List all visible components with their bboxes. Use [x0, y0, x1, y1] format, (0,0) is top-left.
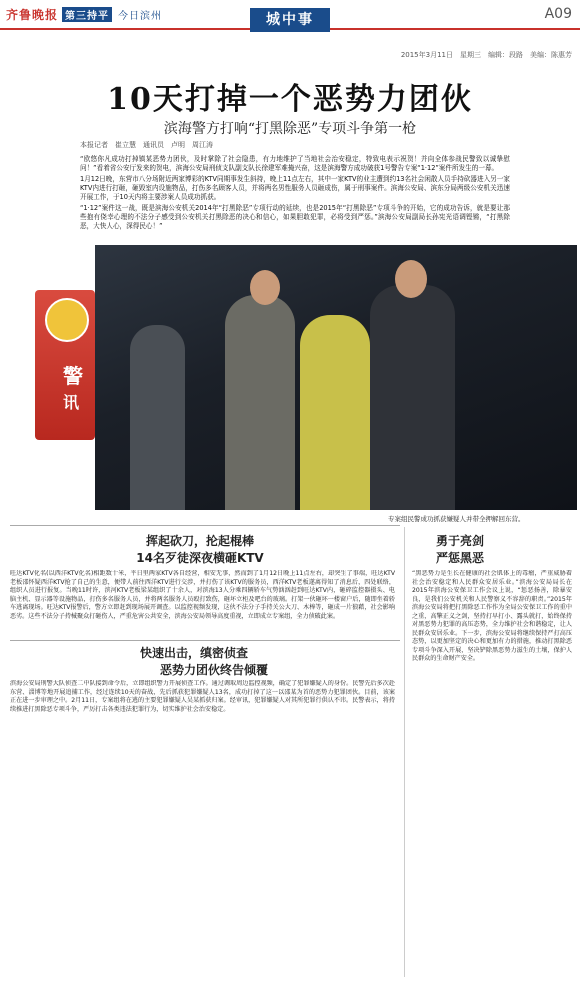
section-2-text: 滨海公安局刑警大队侦查二中队接到命令后，立即组织警力开展侦查工作。通过调取周边监控视频，确定了犯罪嫌疑人的身份。民警先后多次赴东营、淄博等地开展追捕工作，经过连续10天的奋战，先后抓获犯罪嫌疑人13名，成功打掉了这一以邵某为首的恶势力犯罪团伙。目前，该案正在进一步审理之中。2月11日，专案组将在逃的主要犯罪嫌疑人吴某抓获归案。经审讯，犯罪嫌疑人对其所犯罪行供认不讳。民警表示，将持续推进打黑除恶专项斗争，严厉打击各类违法犯罪行为，切实维护社会治安稳定。 [10, 680, 395, 713]
police-alert-graphic [35, 290, 95, 440]
police-badge-icon [45, 298, 89, 342]
section-2-title: 快速出击，缜密侦查 [140, 646, 249, 660]
sidebar-subtitle: 严惩黑恶 [436, 551, 485, 565]
byline: 本报记者 崔立慧 通讯员 卢明 周江涛 [80, 141, 213, 149]
news-photo [95, 245, 577, 510]
lead-paragraph: “欧悠你凡成功打掉镇某恶势力团伙，及时掌除了社会隐患，有力地维护了当地社会治安稳定，特致电表示祝贺！并向全体参战民警致以诚挚慰问！”看着省公安厅发来的贺电，滨海公安局刑侦支队副支队长徐建军难掩兴奋，这是滨海警方成功破获1号警告专案“1·12”案件所发生的一幕。 [80, 155, 510, 172]
headline: 10天打掉一个恶势力团伙 [107, 82, 473, 117]
masthead [0, 0, 580, 30]
page-number: A09 [544, 6, 572, 22]
subheadline: 滨海警方打响“打黑除恶”专项斗争第一枪 [163, 121, 417, 137]
section-1-text: 旺达KTV化名(以西洋KTV化名)相距数十米，平日里两家KTV各自经营，相安无事，然而到了1月12日晚上11点左右，却突生了事端，旺达KTV老板邵怀疑西洋KTV抢了自己的生意，便带人前往西洋KTV进行交涉，并打伤了该KTV的服务员，西洋KTV老板遂离得知了消息后，四处联络，组织人员进行报复。当晚11时许，滨河KTV老板梁某组织了十余人，对滨海13人分乘四辆轿车气势汹汹赶到旺达KTV内，砸碎监控器摄头、电脑主机、显示器等设施物品，打伤多名服务人员，并将两名服务人员殴打致伤，砸坏立柜及吧台的玻璃。打架一伙砸坏一楼窗户后，随即坐着轿车逃离现场。旺达KTV报警后，警方立即赶到现场展开调查。以监控视频发现，这伙不法分子手持关公大刀、木棒等，砸成一片狼藉，社会影响恶劣。这些不法分子持械聚众打砸伤人，严重危害公共安全，滨海公安局领导高度重视，立即成立专案组，全力侦破此案。 [10, 570, 395, 620]
section-label: 城中事 [250, 8, 330, 32]
issue-meta: 2015年3月11日 星期三 编辑：段路 美编：陈惠芳 [400, 51, 572, 59]
brand-sub: 今日滨州 [118, 11, 163, 22]
sidebar-title: 勇于亮剑 [436, 534, 485, 548]
lead-paragraph: 1月12日晚，东营市八分场附近两家博彩的KTV同期事发生斜持，晚上11点左右，其中一家KTV的业主遭到约13名社会闲散人员手持砍器进入另一家KTV内进行打砸，砸毁室内设施物品，打伤多名顾客人员，并将两名男性服务人员砸成伤，属于刑事案件。滨海公安局、滨东分局两级公安机关迅速开展工作，于10天内将主要涉案人员成功抓获。 [80, 175, 510, 201]
sidebar-text: “黑恶势力是生长在健康的社会肌体上的毒瘤，严重威胁着社会治安稳定和人民群众安居乐业。”滨海公安局局长在2015年滨海公安保卫工作会议上说，“惩恶扬善，除暴安良，是我们公安机关和人民警察义不容辞的职责。”2015年滨海公安局将把打黑除恶工作作为全局公安保卫工作的重中之重，高擎正义之剑，坚持打早打小、露头就打，始终保持对黑恶势力犯罪的高压态势，全力维护社会和谐稳定，让人民群众安居乐业。下一步，滨海公安局将继续保持严打高压态势，以更加坚定的决心和更加有力的措施，推动打黑除恶专项斗争深入开展，坚决铲除黑恶势力滋生的土壤，保护人民群众的生命财产安全。 [412, 570, 572, 662]
divider [10, 525, 400, 526]
lead-text [80, 155, 510, 233]
news-icon: 讯 [63, 393, 80, 412]
section-2-subtitle: 恶势力团伙终告倾覆 [160, 663, 269, 677]
lead-paragraph: “1·12”案件这一战，既是滨海公安机关2014年“打黑除恶”专项行动的延续，也是2015年“打黑除恶”专项斗争的开始，它的成功告诉，就是要让那些抱有侥幸心理的不法分子感受到公安机关打黑除恶的决心和信心，如果胆敢犯罪，必将受到严惩。”滨海公安局副局长孙宪光语调铿锵，“打黑除恶，大快人心，深得民心！” [80, 204, 510, 230]
alert-icon: 警 [63, 364, 83, 388]
divider [10, 640, 400, 641]
section-1-subtitle: 14名歹徒深夜横砸KTV [136, 551, 264, 565]
brand-stamp: 第三持平 [62, 7, 112, 22]
brand-logo [6, 6, 162, 23]
brand-name: 齐鲁晚报 [6, 8, 59, 22]
photo-caption: 专案组民警成功抓获嫌疑人并带全押解回东营。 [388, 515, 525, 523]
section-1-title: 挥起砍刀，抡起棍棒 [145, 534, 254, 548]
